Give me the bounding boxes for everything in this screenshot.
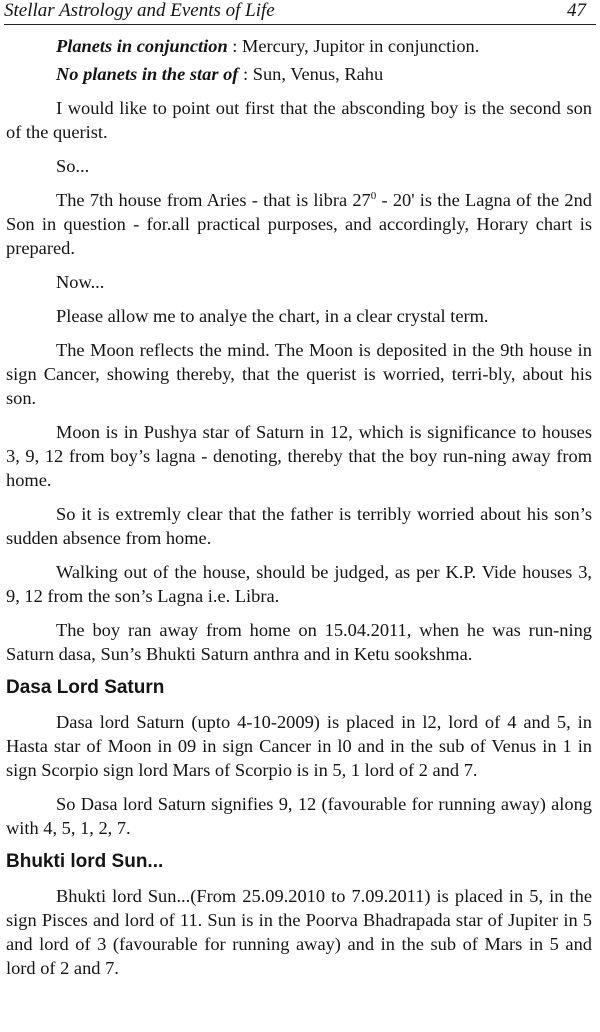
separator: : — [238, 64, 253, 84]
conjunction-label: Planets in conjunction — [56, 36, 228, 56]
section-heading: Dasa Lord Saturn — [6, 677, 165, 698]
text-run: The 7th house from Aries - that is libra 27 — [56, 190, 371, 210]
paragraph: The Moon reflects the mind. The Moon is deposited in the 9th house in sign Cancer, showing thereby, that the querist is worried, terri-bly, about his son. — [6, 340, 592, 408]
no-planets-label: No planets in the star of — [56, 64, 239, 84]
conjunction-line — [6, 34, 592, 58]
paragraph — [6, 188, 592, 260]
degree-superscript: 0 — [370, 190, 377, 202]
paragraph: So Dasa lord Saturn signifies 9, 12 (favourable for running away) along with 4, 5, 1, 2, 7. — [6, 794, 592, 838]
paragraph: Moon is in Pushya star of Saturn in 12, which is significance to houses 3, 9, 12 from boy’s lagna - denoting, thereby that the boy run-ning away from home. — [6, 422, 592, 490]
paragraph: Now... — [56, 272, 105, 292]
page-number: 47 — [567, 0, 586, 21]
book-title: Stellar Astrology and Events of Life — [4, 0, 275, 21]
paragraph: So... — [56, 156, 90, 176]
page-body — [6, 34, 592, 980]
conjunction-value: Mercury, Jupitor in conjunction. — [242, 36, 480, 56]
paragraph: Dasa lord Saturn (upto 4-10-2009) is placed in l2, lord of 4 and 5, in Hasta star of Moon in 09 in sign Cancer in l0 and in the sub of Venus in 1 in sign Scorpio sign lord Mars of Scorpio is in 5, 1 lord of 2 and 7. — [6, 712, 592, 780]
paragraph: Please allow me to analye the chart, in a clear crystal term. — [56, 306, 489, 326]
paragraph: Bhukti lord Sun...(From 25.09.2010 to 7.09.2011) is placed in 5, in the sign Pisces and lord of 11. Sun is in the Poorva Bhadrapada star of Jupiter in 5 and lord of 3 (favourable for running away) and in the sub of Mars in 5 and lord of 2 and 7. — [6, 886, 592, 978]
no-planets-line — [6, 62, 592, 86]
separator: : — [227, 36, 242, 56]
section-heading: Bhukti lord Sun... — [6, 851, 164, 872]
paragraph: The boy ran away from home on 15.04.2011, when he was run-ning Saturn dasa, Sun’s Bhukti Saturn anthra and in Ketu sookshma. — [6, 620, 592, 664]
paragraph: I would like to point out first that the absconding boy is the second son of the querist. — [6, 98, 592, 142]
text-run: - 20' is the Lagna of the 2nd Son in question - for.all practical purposes, and accordingly, Horary chart is prepared. — [6, 190, 592, 258]
running-header — [4, 0, 596, 25]
no-planets-value: Sun, Venus, Rahu — [252, 64, 384, 84]
paragraph: So it is extremly clear that the father is terribly worried about his son’s sudden absence from home. — [6, 504, 592, 548]
paragraph: Walking out of the house, should be judged, as per K.P. Vide houses 3, 9, 12 from the son’s Lagna i.e. Libra. — [6, 562, 592, 606]
